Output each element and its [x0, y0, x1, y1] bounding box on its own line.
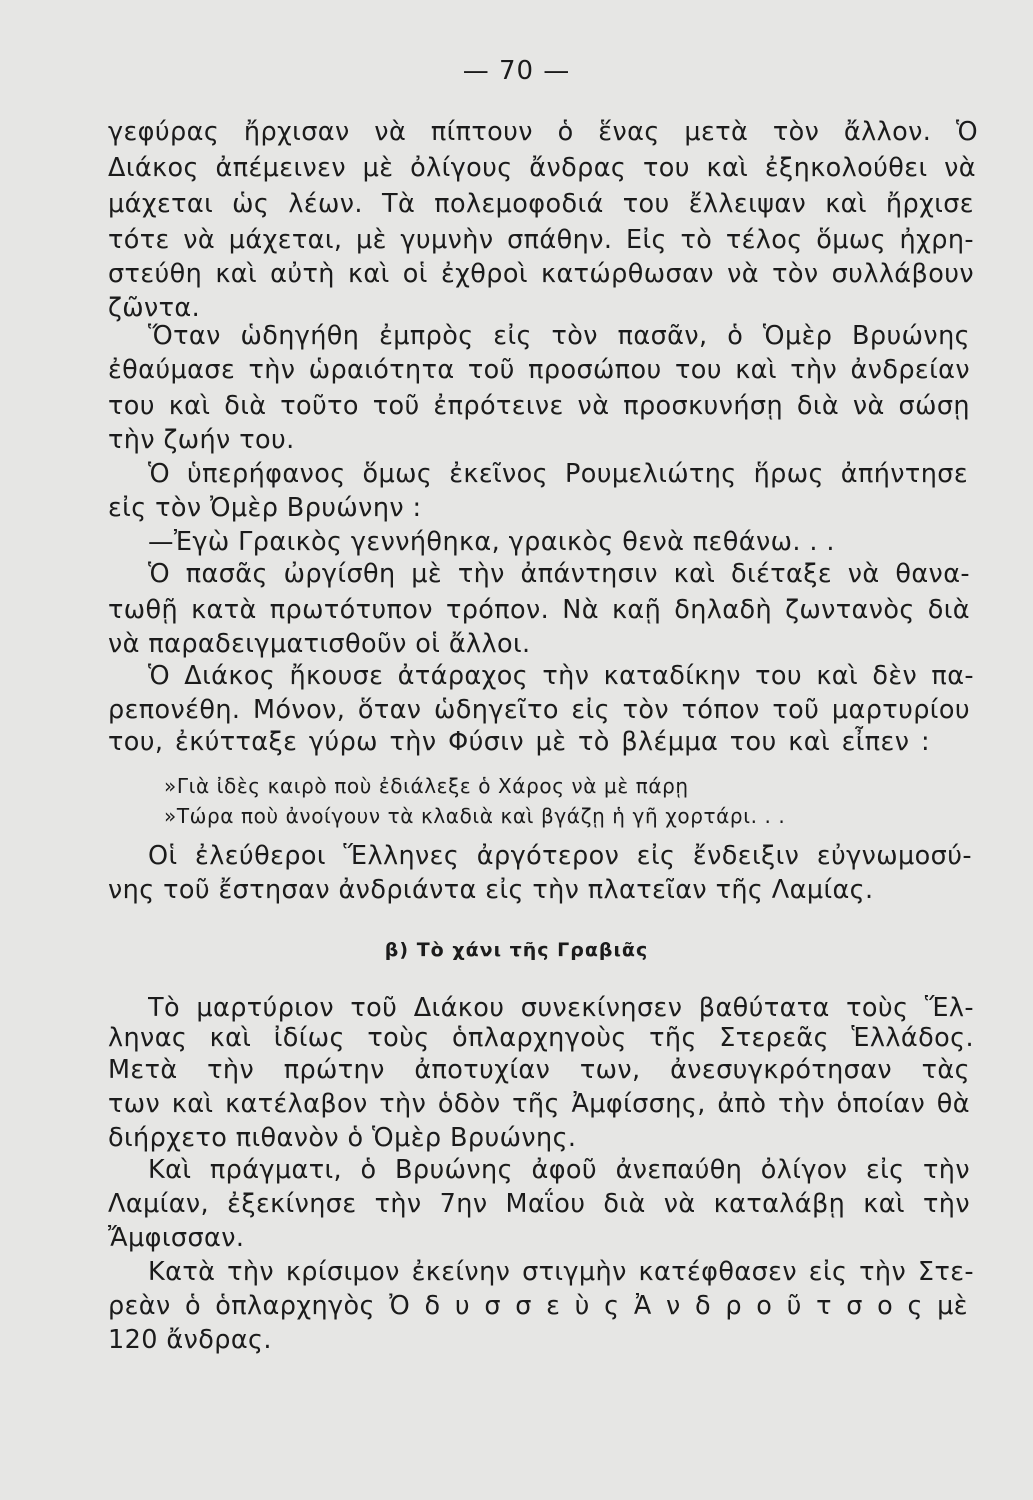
text-line: Ὅταν ὡδηγήθη ἐμπρὸς εἰς τὸν πασᾶν, ὁ Ὁμὲρ Βρυώνης: [148, 321, 970, 351]
text-line: Ὁ ὑπερήφανος ὅμως ἐκεῖνος Ρουμελιώτης ἥρως ἀπήντησε: [148, 459, 968, 489]
text-line: Διάκος ἀπέμεινεν μὲ ὀλίγους ἄνδρας του καὶ ἐξηκολούθει νὰ: [108, 153, 976, 183]
text-line: ρεπονέθη. Μόνον, ὅταν ὡδηγεῖτο εἰς τὸν τόπον τοῦ μαρτυρίου: [108, 695, 970, 725]
text-line: Τὸ μαρτύριον τοῦ Διάκου συνεκίνησεν βαθύτατα τοὺς Ἕλ-: [148, 993, 974, 1023]
text-line: διήρχετο πιθανὸν ὁ Ὁμὲρ Βρυώνης.: [108, 1123, 577, 1153]
text-line: εἰς τὸν Ὀμὲρ Βρυώνην :: [108, 493, 422, 523]
text-line: τωθῇ κατὰ πρωτότυπον τρόπον. Νὰ καῇ δηλαδὴ ζωντανὸς διὰ: [108, 595, 970, 625]
page-number: — 70 —: [462, 56, 571, 86]
text-line: Καὶ πράγματι, ὁ Βρυώνης ἀφοῦ ἀνεπαύθη ὀλίγον εἰς τὴν: [148, 1155, 970, 1185]
text-line: του, ἐκύτταξε γύρω τὴν Φύσιν μὲ τὸ βλέμμα του καὶ εἶπεν :: [108, 727, 930, 757]
text-line: —Ἐγὼ Γραικὸς γεννήθηκα, γραικὸς θενὰ πεθάνω. . .: [148, 527, 835, 557]
text-line: ζῶντα.: [108, 293, 201, 323]
text-line: ἐθαύμασε τὴν ὡραιότητα τοῦ προσώπου του καὶ τὴν ἀνδρείαν: [108, 355, 970, 385]
text-line: ρεὰν ὁ ὁπλαρχηγὸς Ὀ δ υ σ σ ε ὺ ς Ἀ ν δ ρ ο ῦ τ σ ο ς μὲ: [108, 1291, 968, 1321]
text-line: νὰ παραδειγματισθοῦν οἱ ἄλλοι.: [108, 629, 531, 659]
text-line: τὴν ζωήν του.: [108, 425, 295, 455]
section-heading: β) Τὸ χάνι τῆς Γραβιᾶς: [384, 939, 649, 961]
text-line: στεύθη καὶ αὐτὴ καὶ οἱ ἐχθροὶ κατώρθωσαν νὰ τὸν συλλάβουν: [108, 259, 974, 289]
text-line: νης τοῦ ἔστησαν ἀνδριάντα εἰς τὴν πλατεῖαν τῆς Λαμίας.: [108, 875, 874, 905]
text-line: Ὁ Διάκος ἤκουσε ἀτάραχος τὴν καταδίκην του καὶ δὲν πα-: [148, 661, 974, 691]
text-line: 120 ἄνδρας.: [108, 1325, 272, 1355]
verse-line: »Γιὰ ἰδὲς καιρὸ ποὺ ἐδιάλεξε ὁ Χάρος νὰ μὲ πάρῃ: [164, 774, 689, 798]
verse-line: »Τώρα ποὺ ἀνοίγουν τὰ κλαδιὰ καὶ βγάζῃ ἡ γῆ χορτάρι. . .: [164, 804, 786, 828]
text-line: Μετὰ τὴν πρώτην ἀποτυχίαν των, ἀνεσυγκρότησαν τὰς: [108, 1055, 970, 1085]
text-line: ληνας καὶ ἰδίως τοὺς ὁπλαρχηγοὺς τῆς Στερεᾶς Ἑλλάδος.: [108, 1023, 974, 1053]
text-line: τότε νὰ μάχεται, μὲ γυμνὴν σπάθην. Εἰς τὸ τέλος ὅμως ἠχρη-: [108, 225, 974, 255]
text-line: Ὁ πασᾶς ὠργίσθη μὲ τὴν ἀπάντησιν καὶ διέταξε νὰ θανα-: [148, 559, 970, 589]
text-line: του καὶ διὰ τοῦτο τοῦ ἐπρότεινε νὰ προσκυνήσῃ διὰ νὰ σώσῃ: [108, 391, 970, 421]
text-line: Λαμίαν, ἐξεκίνησε τὴν 7ην Μαΐου διὰ νὰ καταλάβῃ καὶ τὴν: [108, 1189, 970, 1219]
text-line: των καὶ κατέλαβον τὴν ὁδὸν τῆς Ἀμφίσσης, ἀπὸ τὴν ὁποίαν θὰ: [108, 1089, 970, 1119]
text-line: Οἱ ἐλεύθεροι Ἕλληνες ἀργότερον εἰς ἔνδειξιν εὐγνωμοσύ-: [148, 841, 972, 871]
text-line: Ἄμφισσαν.: [108, 1223, 245, 1253]
text-line: μάχεται ὡς λέων. Τὰ πολεμοφοδιά του ἔλλειψαν καὶ ἤρχισε: [108, 189, 974, 219]
text-line: γεφύρας ἤρχισαν νὰ πίπτουν ὁ ἕνας μετὰ τὸν ἄλλον. Ὁ: [108, 117, 978, 147]
text-line: Κατὰ τὴν κρίσιμον ἐκείνην στιγμὴν κατέφθασεν εἰς τὴν Στε-: [148, 1257, 974, 1287]
